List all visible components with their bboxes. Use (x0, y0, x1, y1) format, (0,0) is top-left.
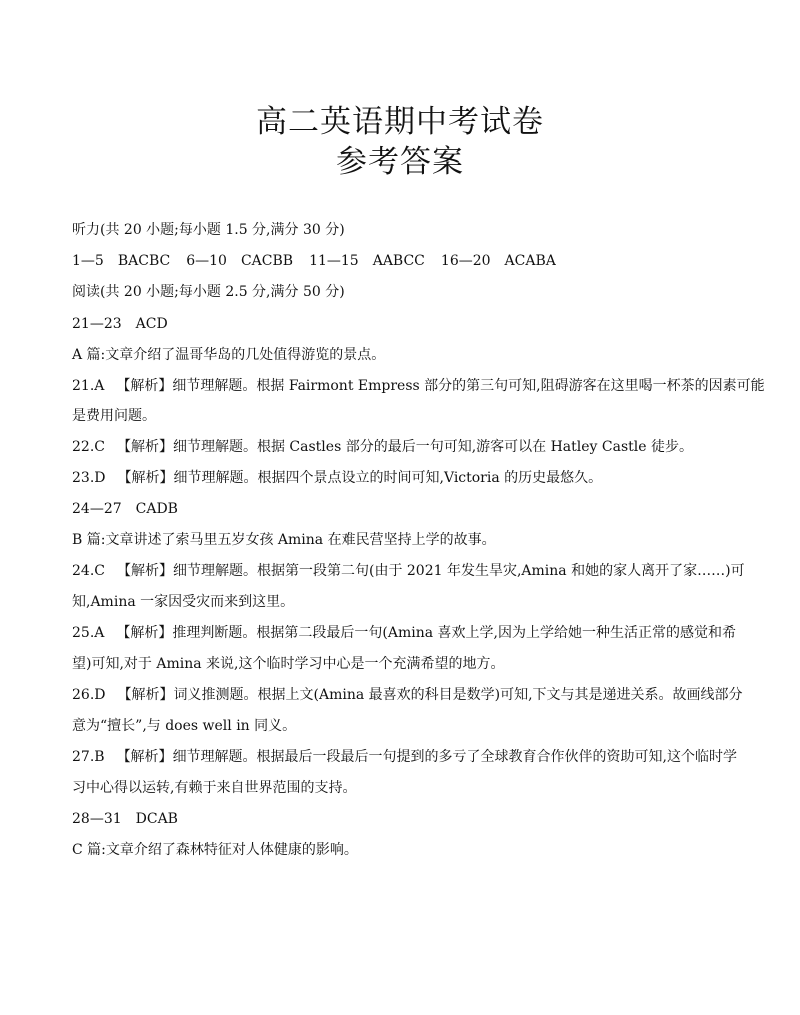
page-subtitle: 参考答案 (336, 144, 464, 180)
answer-number: 25.A (72, 625, 105, 641)
answer-range-line: 21—23 ACD (72, 316, 168, 332)
listening-range: 11—15 (309, 253, 359, 269)
analysis-text: 细节理解题。根据 Castles 部分的最后一句可知,游客可以在 Hatley Castle 徒步。 (172, 439, 693, 455)
answer-number: 21.A (72, 378, 105, 394)
listening-answers: AABCC (372, 253, 425, 269)
listening-answers: CACBB (240, 253, 294, 269)
answer-item (72, 562, 745, 580)
analysis-text: 细节理解题。根据四个景点设立的时间可知,Victoria 的历史最悠久。 (173, 470, 603, 486)
reading-header: 阅读(共 20 小题;每小题 2.5 分,满分 50 分) (72, 284, 345, 300)
answer-item (72, 438, 693, 456)
passage-summary: C 篇:文章介绍了森林特征对人体健康的影响。 (72, 842, 358, 858)
answer-range-line: 24—27 CADB (72, 501, 178, 517)
analysis-tag: 【解析】 (116, 563, 173, 579)
answer-number: 26.D (72, 687, 106, 703)
passage-summary: A 篇:文章介绍了温哥华岛的几处值得游览的景点。 (72, 347, 386, 363)
analysis-text-continued: 意为“擅长”,与 does well in 同义。 (72, 718, 297, 734)
listening-answers: BACBC (117, 253, 171, 269)
analysis-tag: 【解析】 (116, 749, 173, 765)
page-title: 高二英语期中考试卷 (256, 104, 544, 140)
answer-range-line: 28—31 DCAB (72, 811, 178, 827)
listening-range: 6—10 (186, 253, 227, 269)
listening-answers-row (72, 252, 556, 270)
answer-item (72, 377, 765, 395)
analysis-text: 细节理解题。根据第一段第二句(由于 2021 年发生旱灾,Amina 和她的家人离开了家……)可 (172, 563, 745, 579)
listening-header: 听力(共 20 小题;每小题 1.5 分,满分 30 分) (72, 222, 345, 238)
analysis-tag: 【解析】 (116, 378, 173, 394)
answer-number: 23.D (72, 470, 106, 486)
answer-item (72, 469, 602, 487)
analysis-text: 细节理解题。根据 Fairmont Empress 部分的第三句可知,阻碍游客在这里喝一杯茶的因素可能 (172, 378, 765, 394)
answer-item (72, 748, 737, 766)
answer-number: 22.C (72, 439, 105, 455)
answer-number: 24.C (72, 563, 105, 579)
analysis-text: 推理判断题。根据第二段最后一句(Amina 喜欢上学,因为上学给她一种生活正常的感觉和希 (172, 625, 736, 641)
listening-range: 16—20 (440, 253, 491, 269)
listening-range: 1—5 (72, 253, 104, 269)
analysis-text-continued: 知,Amina 一家因受灾而来到这里。 (72, 594, 295, 610)
analysis-tag: 【解析】 (116, 439, 173, 455)
analysis-text-continued: 习中心得以运转,有赖于来自世界范围的支持。 (72, 780, 357, 796)
analysis-text-continued: 望)可知,对于 Amina 来说,这个临时学习中心是一个充满希望的地方。 (72, 656, 505, 672)
analysis-text-continued: 是费用问题。 (72, 408, 156, 424)
analysis-text: 词义推测题。根据上文(Amina 最喜欢的科目是数学)可知,下文与其是递进关系。故画线部分 (173, 687, 743, 703)
analysis-tag: 【解析】 (117, 470, 174, 486)
answer-item (72, 686, 743, 704)
analysis-text: 细节理解题。根据最后一段最后一句提到的多亏了全球教育合作伙伴的资助可知,这个临时学 (172, 749, 738, 765)
answer-number: 27.B (72, 749, 105, 765)
passage-summary: B 篇:文章讲述了索马里五岁女孩 Amina 在难民营坚持上学的故事。 (72, 532, 496, 548)
analysis-tag: 【解析】 (117, 687, 174, 703)
listening-answers: ACABA (504, 253, 556, 269)
analysis-tag: 【解析】 (116, 625, 173, 641)
answer-item (72, 624, 736, 642)
